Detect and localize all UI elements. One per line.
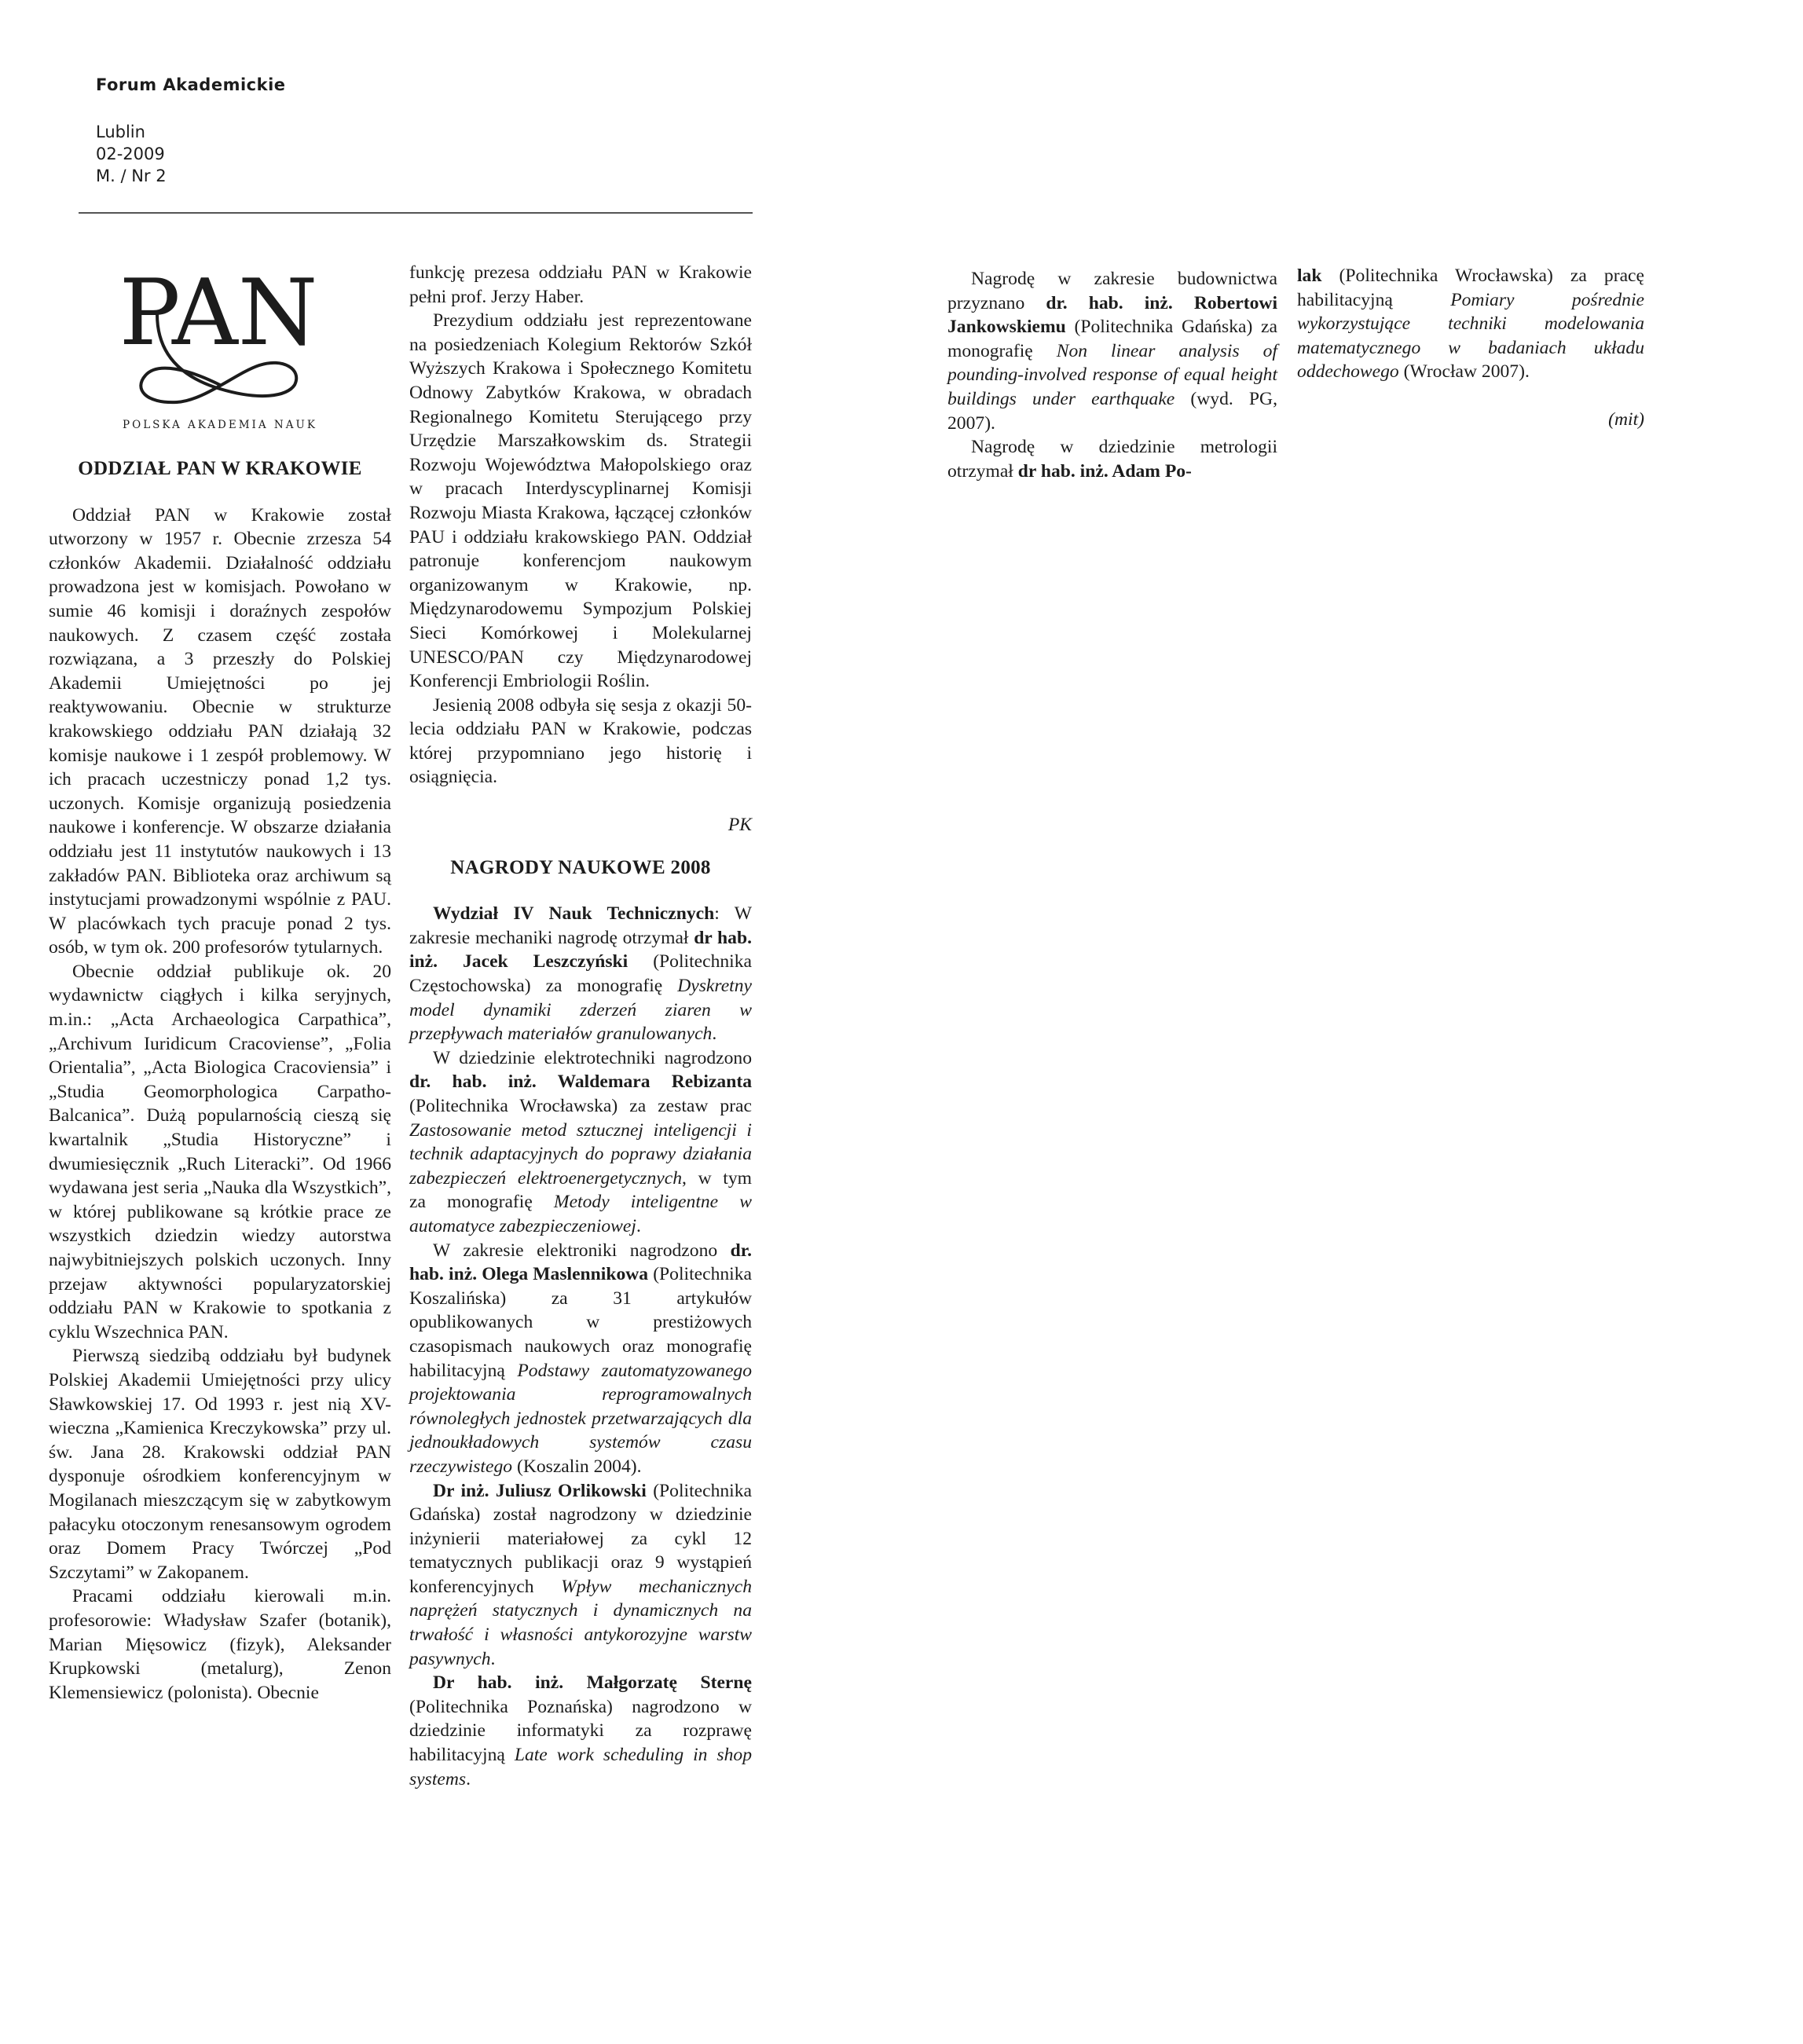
paragraph: Wydział IV Nauk Technicznych: W zakresie mechaniki nagrodę otrzymał dr hab. inż. Jacek Leszczyński (Politechnika Częstochowska) za monografię Dyskretny model dynamiki zderzeń ziaren w przepływach materiałów granulowanych.: [409, 903, 753, 1045]
paragraph: Nagrodę w dziedzinie metrologii otrzymał dr hab. inż. Adam Po-: [947, 437, 1277, 482]
logo-subtitle: POLSKA AKADEMIA NAUK: [123, 419, 317, 431]
column-4: [1297, 264, 1644, 451]
signature-mit: (mit): [1608, 408, 1644, 430]
pan-logo: [102, 259, 338, 440]
paragraph: W zakresie elektroniki nagrodzono dr. hab. inż. Olega Maslennikowa (Politechnika Koszalińska) za 31 artykułów opublikowanych w prestiżowych czasopismach naukowych oraz monografię habilitacyjną Podstawy zautomatyzowanego projektowania reprogramowalnych równoległych jednostek przetwarzających dla jednoukładowych systemów czasu rzeczywistego (Koszalin 2004).: [409, 1240, 753, 1477]
paragraph: Pracami oddziału kierowali m.in. profesorowie: Władysław Szafer (botanik), Marian Mięsowicz (fizyk), Aleksander Krupkowski (metalurg), Zenon Klemensiewicz (polonista). Obecnie: [49, 1586, 391, 1703]
paragraph: Oddział PAN w Krakowie został utworzony w 1957 r. Obecnie zrzesza 54 członków Akademii. Działalność oddziału prowadzona jest w komisjach. Powołano w sumie 46 komisji i doraźnych zespołów naukowych. Z czasem część została rozwiązana, a 3 przeszły do Polskiej Akademii Umiejętności po jej reaktywowaniu. Obecnie w strukturze krakowskiego oddziału PAN działają 32 komisje naukowe i 1 zespół problemowy. W ich pracach uczestniczy ponad 1,2 tys. uczonych. Komisje organizują posiedzenia naukowe i konferencje. W obszarze działania oddziału jest 11 instytutów naukowych i 13 zakładów PAN. Biblioteka oraz archiwum są instytucjami prowadzonymi wspólnie z PAU. W placówkach tych pracuje ponad 2 tys. osób, w tym ok. 200 profesorów tytularnych.: [49, 504, 391, 958]
paragraph: Jesienią 2008 odbyła się sesja z okazji 50-lecia oddziału PAN w Krakowie, podczas której przypomniano jego historię i osiągnięcia.: [409, 694, 752, 788]
publication-title: Forum Akademickie: [96, 75, 286, 94]
article-title-awards: NAGRODY NAUKOWE 2008: [450, 856, 711, 878]
paragraph: Prezydium oddziału jest reprezentowane na posiedzeniach Kolegium Rektorów Szkół Wyższych Krakowa i Społecznego Komitetu Odnowy Zabytków Krakowa, w obradach Regionalnego Komitetu Sterującego przy Urzędzie Marszałkowskim ds. Strategii Rozwoju Województwa Małopolskiego oraz w pracach Interdyscyplinarnej Komisji Rozwoju Miasta Krakowa, łączącej członków PAU i oddziału krakowskiego PAN. Oddział patronuje konferencjom naukowym organizowanym w Krakowie, np. Międzynarodowemu Sympozjum Polskiej Sieci Komórkowej i Molekularnej UNESCO/PAN czy Międzynarodowej Konferencji Embriologii Roślin.: [409, 310, 752, 692]
column-1: [49, 457, 391, 1705]
signature-pk: PK: [727, 815, 752, 836]
paragraph: W dziedzinie elektrotechniki nagrodzono dr. hab. inż. Waldemara Rebizanta (Politechnika Wrocławska) za zestaw prac Zastosowanie metod sztucznej inteligencji i technik adaptacyjnych do poprawy działania zabezpieczeń elektroenergetycznych, w tym za monografię Metody inteligentne w automatyce zabezpieczeniowej.: [409, 1047, 752, 1236]
masthead: [96, 75, 286, 187]
paragraph: funkcję prezesa oddziału PAN w Krakowie pełni prof. Jerzy Haber.: [409, 262, 752, 307]
publication-date: 02-2009: [96, 145, 165, 163]
paragraph: Pierwszą siedzibą oddziału był budynek Polskiej Akademii Umiejętności przy ulicy Sławkowskiej 17. Od 1993 r. jest nią XV-wieczna „Kamienica Kreczykowska” przy ul. św. Jana 28. Krakowski oddział PAN dysponuje ośrodkiem konferencyjnym w Mogilanach mieszczącym się w zabytkowym pałacyku otoczonym renesansowym ogrodem oraz Domem Pracy Twórczej „Pod Szczytami” w Zakopanem.: [49, 1346, 391, 1583]
paragraph: lak (Politechnika Wrocławska) za pracę habilitacyjną Pomiary pośrednie wykorzystujące techniki modelowania matematycznego w badaniach układu oddechowego (Wrocław 2007).: [1297, 266, 1645, 383]
column-2: [409, 261, 752, 1791]
column-3: [947, 267, 1277, 483]
header-rule: [79, 212, 753, 214]
logo-mark: PAN: [119, 260, 318, 366]
paragraph: Dr hab. inż. Małgorzatę Sternę (Politechnika Poznańska) nagrodzono w dziedzinie informatyki za rozprawę habilitacyjną Late work scheduling in shop systems.: [409, 1672, 752, 1789]
publication-city: Lublin: [96, 123, 145, 141]
paragraph: Nagrodę w zakresie budownictwa przyznano dr. hab. inż. Robertowi Jankowskiemu (Politechnika Gdańska) za monografię Non linear analysis of pounding-involved response of equal height buildings under earthquake (wyd. PG, 2007).: [947, 269, 1277, 434]
paragraph: Obecnie oddział publikuje ok. 20 wydawnictw ciągłych i kilka seryjnych, m.in.: „Acta Archaeologica Carpathica”, „Archivum Iuridicum Cracoviense”, „Folia Orientalia”, „Acta Biologica Cracoviensia” i „Studia Geomorphologica Carpatho-Balcanica”. Dużą popularnością cieszą się kwartalnik „Studia Historyczne” i dwumiesięcznik „Ruch Literacki”. Od 1966 wydawana jest seria „Nauka dla Wszystkich”, w której publikowane są krótkie prace ze wszystkich dziedzin wiedzy autorstwa najwybitniejszych polskich uczonych. Inny przejaw aktywności popularyzatorskiej oddziału PAN w Krakowie to spotkania z cyklu Wszechnica PAN.: [49, 961, 391, 1343]
paragraph: Dr inż. Juliusz Orlikowski (Politechnika Gdańska) został nagrodzony w dziedzinie inżynierii materiałowej za cykl 12 tematycznych publikacji oraz 9 wystąpień konferencyjnych Wpływ mechanicznych naprężeń statycznych i dynamicznych na trwałość i własności antykorozyjne warstw pasywnych.: [409, 1480, 753, 1669]
publication-issue: M. / Nr 2: [96, 167, 167, 185]
article-title-krakow: ODDZIAŁ PAN W KRAKOWIE: [78, 458, 362, 479]
